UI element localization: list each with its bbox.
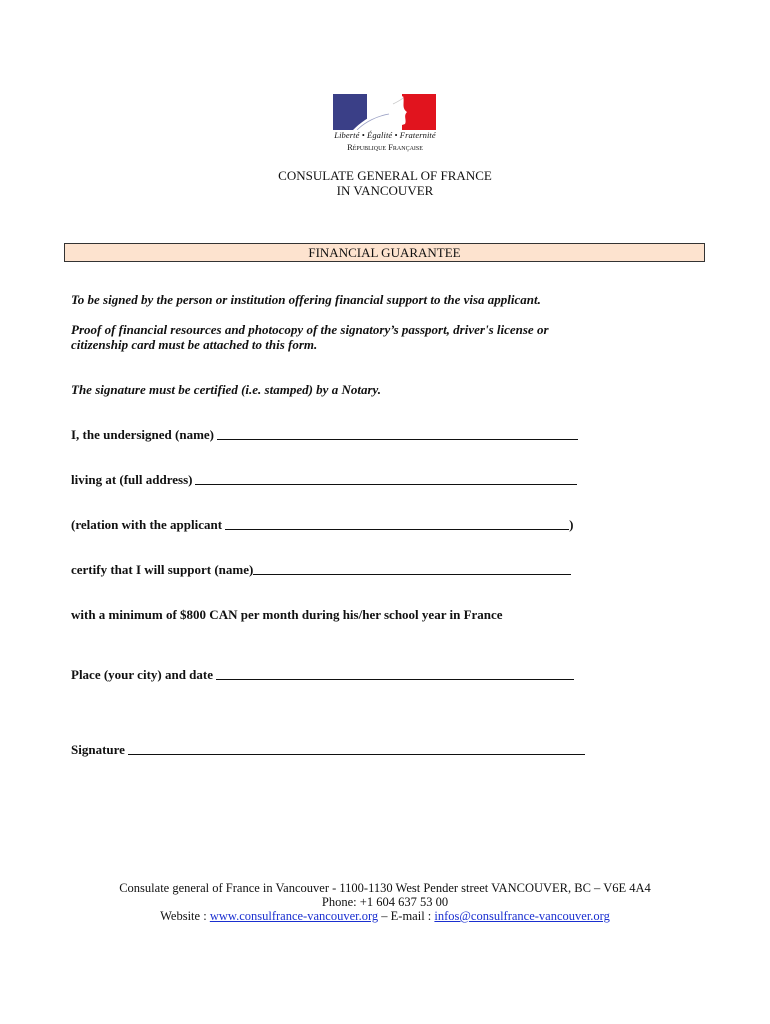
field-address-input-line[interactable] xyxy=(195,483,577,485)
instruction-proof-2: citizenship card must be attached to this form. xyxy=(71,337,318,352)
field-address-label: living at (full address) xyxy=(71,472,193,487)
minimum-amount-statement: with a minimum of $800 CAN per month during his/her school year in France xyxy=(71,607,503,622)
footer-address: Consulate general of France in Vancouver - 1100-1130 West Pender street VANCOUVER, BC – V6E 4A4 xyxy=(119,881,651,895)
field-name xyxy=(71,427,578,443)
consulate-name: CONSULATE GENERAL OF FRANCE xyxy=(278,168,492,183)
footer-website-label: Website : xyxy=(160,909,210,923)
consulate-city: IN VANCOUVER xyxy=(336,183,434,198)
field-support-label: certify that I will support (name) xyxy=(71,562,254,577)
field-name-input-line[interactable] xyxy=(217,438,578,440)
field-signature xyxy=(71,742,585,758)
field-name-label: I, the undersigned (name) xyxy=(71,427,215,442)
instruction-signer: To be signed by the person or institution offering financial support to the visa applicant. xyxy=(71,292,541,307)
field-signature-input-line[interactable] xyxy=(128,753,585,755)
field-relation-label: (relation with the applicant xyxy=(71,517,223,532)
field-address xyxy=(71,472,577,488)
website-link[interactable]: www.consulfrance-vancouver.org xyxy=(209,909,379,923)
logo-republic: République Française xyxy=(347,142,423,152)
field-relation-input-line[interactable] xyxy=(225,528,569,530)
marianne-logo xyxy=(333,94,437,154)
logo-motto: Liberté • Égalité • Fraternité xyxy=(334,130,436,140)
footer-contact xyxy=(0,909,770,924)
email-link[interactable]: infos@consulfrance-vancouver.org xyxy=(434,909,610,923)
field-support xyxy=(71,562,571,578)
field-relation-close: ) xyxy=(569,517,574,532)
instruction-proof-1: Proof of financial resources and photocopy of the signatory’s passport, driver's license or xyxy=(71,322,549,337)
footer-email-label: – E-mail : xyxy=(378,909,435,923)
footer-phone: Phone: +1 604 637 53 00 xyxy=(321,895,449,909)
field-relation xyxy=(71,517,573,533)
instruction-notary: The signature must be certified (i.e. stamped) by a Notary. xyxy=(71,382,382,397)
field-signature-label: Signature xyxy=(71,742,125,757)
field-place-date-label: Place (your city) and date xyxy=(71,667,214,682)
form-title: FINANCIAL GUARANTEE xyxy=(64,243,705,262)
field-place-date-input-line[interactable] xyxy=(216,678,574,680)
field-support-input-line[interactable] xyxy=(253,573,571,575)
marianne-flag-icon xyxy=(333,94,436,130)
field-place-date xyxy=(71,667,574,683)
